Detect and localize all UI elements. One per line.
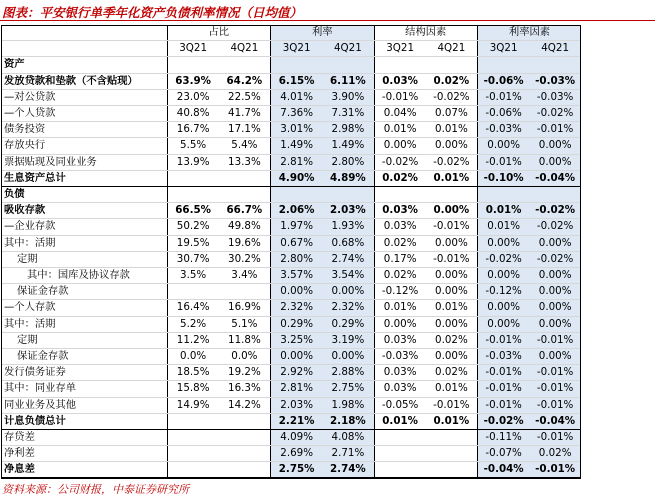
value-cell: 0.00% xyxy=(529,349,581,365)
value-cell: 2.32% xyxy=(322,300,374,316)
value-cell: -0.01% xyxy=(478,397,530,413)
value-cell: 0.00% xyxy=(478,316,530,332)
value-cell: -0.01% xyxy=(529,397,581,413)
value-cell: 0.00% xyxy=(478,138,530,154)
value-cell: 2.32% xyxy=(271,300,323,316)
value-cell: 16.9% xyxy=(219,300,271,316)
value-cell xyxy=(478,187,530,203)
value-cell: -0.03% xyxy=(374,349,426,365)
value-cell: 63.9% xyxy=(167,73,219,89)
value-cell: 0.0% xyxy=(167,349,219,365)
table-row xyxy=(1,300,581,316)
table-body xyxy=(1,57,581,478)
value-cell: 11.2% xyxy=(167,332,219,348)
table-row xyxy=(1,251,581,267)
value-cell: -0.01% xyxy=(426,251,478,267)
value-cell xyxy=(167,413,219,429)
value-cell: -0.01% xyxy=(426,397,478,413)
value-cell xyxy=(219,170,271,186)
value-cell: 0.02% xyxy=(426,365,478,381)
value-cell xyxy=(426,430,478,446)
value-cell: 66.7% xyxy=(219,203,271,219)
value-cell: 0.01% xyxy=(374,413,426,429)
table-row xyxy=(1,170,581,186)
value-cell: 3.4% xyxy=(219,268,271,284)
row-label: —个人存款 xyxy=(1,300,167,316)
value-cell xyxy=(322,187,374,203)
value-cell: 1.93% xyxy=(322,219,374,235)
quarter-header: 4Q21 xyxy=(322,41,374,57)
value-cell: 0.00% xyxy=(374,316,426,332)
value-cell: 0.02% xyxy=(374,170,426,186)
table-row xyxy=(1,57,581,73)
value-cell: -0.03% xyxy=(529,73,581,89)
table-row xyxy=(1,187,581,203)
table-row xyxy=(1,284,581,300)
value-cell: -0.01% xyxy=(529,430,581,446)
value-cell xyxy=(167,462,219,478)
value-cell: -0.03% xyxy=(478,122,530,138)
value-cell xyxy=(322,57,374,73)
value-cell: 7.31% xyxy=(322,106,374,122)
value-cell: 2.69% xyxy=(271,446,323,462)
value-cell: 2.03% xyxy=(322,203,374,219)
value-cell xyxy=(167,446,219,462)
value-cell xyxy=(167,187,219,203)
value-cell: 2.74% xyxy=(322,462,374,478)
table-row xyxy=(1,203,581,219)
quarter-header: 3Q21 xyxy=(374,41,426,57)
row-label: —企业存款 xyxy=(1,219,167,235)
table-row xyxy=(1,154,581,170)
quarter-header: 4Q21 xyxy=(219,41,271,57)
value-cell: 2.74% xyxy=(322,251,374,267)
value-cell: 0.01% xyxy=(374,300,426,316)
value-cell: -0.01% xyxy=(374,89,426,105)
value-cell: 11.8% xyxy=(219,332,271,348)
value-cell: -0.02% xyxy=(529,219,581,235)
value-cell: 0.00% xyxy=(529,284,581,300)
value-cell xyxy=(167,284,219,300)
value-cell: 2.71% xyxy=(322,446,374,462)
row-label: 计息负债总计 xyxy=(1,413,167,429)
table-row xyxy=(1,462,581,478)
group-header: 利率 xyxy=(271,25,375,41)
quarter-header: 3Q21 xyxy=(478,41,530,57)
group-header: 利率因素 xyxy=(478,25,582,41)
group-header: 结构因素 xyxy=(374,25,478,41)
value-cell: 3.54% xyxy=(322,268,374,284)
row-label: 其中：同业存单 xyxy=(1,381,167,397)
group-header-row xyxy=(1,25,581,41)
row-label: 其中：活期 xyxy=(1,235,167,251)
value-cell: 2.88% xyxy=(322,365,374,381)
row-label: 定期 xyxy=(1,251,167,267)
value-cell: 0.00% xyxy=(426,138,478,154)
value-cell: 13.9% xyxy=(167,154,219,170)
table-row xyxy=(1,106,581,122)
value-cell: 4.89% xyxy=(322,170,374,186)
value-cell: -0.01% xyxy=(478,89,530,105)
value-cell: -0.02% xyxy=(529,251,581,267)
value-cell: -0.07% xyxy=(478,446,530,462)
row-label: 吸收存款 xyxy=(1,203,167,219)
row-label: 保证金存款 xyxy=(1,284,167,300)
value-cell: 0.00% xyxy=(478,268,530,284)
value-cell: -0.04% xyxy=(529,170,581,186)
value-cell: 3.25% xyxy=(271,332,323,348)
value-cell: 5.5% xyxy=(167,138,219,154)
value-cell: 0.00% xyxy=(374,138,426,154)
table-row xyxy=(1,381,581,397)
value-cell: 64.2% xyxy=(219,73,271,89)
value-cell: 0.29% xyxy=(271,316,323,332)
value-cell: 3.57% xyxy=(271,268,323,284)
value-cell: 0.68% xyxy=(322,235,374,251)
value-cell: -0.05% xyxy=(374,397,426,413)
value-cell: -0.01% xyxy=(478,154,530,170)
value-cell: -0.02% xyxy=(478,413,530,429)
value-cell: 13.3% xyxy=(219,154,271,170)
value-cell: -0.02% xyxy=(529,106,581,122)
value-cell: 0.00% xyxy=(426,203,478,219)
figure-title: 图表：平安银行单季年化资产负债利率情况（日均值） xyxy=(2,5,303,20)
row-label: —对公贷款 xyxy=(1,89,167,105)
value-cell: 0.00% xyxy=(322,349,374,365)
value-cell: -0.06% xyxy=(478,106,530,122)
row-label: 定期 xyxy=(1,332,167,348)
table-row xyxy=(1,316,581,332)
value-cell: 4.08% xyxy=(322,430,374,446)
value-cell: 5.4% xyxy=(219,138,271,154)
value-cell: 0.01% xyxy=(426,413,478,429)
table-row xyxy=(1,430,581,446)
value-cell: -0.01% xyxy=(478,365,530,381)
row-label: 净息差 xyxy=(1,462,167,478)
quarter-header: 4Q21 xyxy=(426,41,478,57)
table-row xyxy=(1,446,581,462)
value-cell: 1.97% xyxy=(271,219,323,235)
value-cell: -0.04% xyxy=(478,462,530,478)
rate-table xyxy=(1,25,581,479)
value-cell: 2.80% xyxy=(271,251,323,267)
value-cell: -0.06% xyxy=(478,73,530,89)
value-cell: 2.03% xyxy=(271,397,323,413)
value-cell: -0.02% xyxy=(529,203,581,219)
value-cell: 0.03% xyxy=(374,381,426,397)
value-cell: 0.03% xyxy=(374,365,426,381)
value-cell: 3.90% xyxy=(322,89,374,105)
value-cell: 3.01% xyxy=(271,122,323,138)
value-cell: 49.8% xyxy=(219,219,271,235)
value-cell: 0.02% xyxy=(426,332,478,348)
quarter-header: 4Q21 xyxy=(529,41,581,57)
value-cell: -0.01% xyxy=(529,381,581,397)
value-cell: -0.12% xyxy=(374,284,426,300)
value-cell: 0.00% xyxy=(271,349,323,365)
quarter-header-row xyxy=(1,41,581,57)
value-cell: 2.18% xyxy=(322,413,374,429)
value-cell: 16.7% xyxy=(167,122,219,138)
value-cell: 0.00% xyxy=(529,268,581,284)
value-cell: 0.00% xyxy=(529,235,581,251)
value-cell: 50.2% xyxy=(167,219,219,235)
row-label: 发放贷款和垫款（不含贴现） xyxy=(1,73,167,89)
value-cell xyxy=(219,413,271,429)
value-cell xyxy=(374,430,426,446)
value-cell: 6.15% xyxy=(271,73,323,89)
row-label: 生息资产总计 xyxy=(1,170,167,186)
value-cell: -0.02% xyxy=(374,154,426,170)
value-cell: 16.3% xyxy=(219,381,271,397)
value-cell: 0.01% xyxy=(374,122,426,138)
value-cell: 16.4% xyxy=(167,300,219,316)
value-cell xyxy=(374,57,426,73)
value-cell xyxy=(167,170,219,186)
value-cell xyxy=(478,57,530,73)
value-cell: 5.1% xyxy=(219,316,271,332)
row-label: 发行债务证券 xyxy=(1,365,167,381)
value-cell xyxy=(426,446,478,462)
figure-title-bar xyxy=(0,0,655,22)
value-cell: 30.7% xyxy=(167,251,219,267)
value-cell: -0.11% xyxy=(478,430,530,446)
row-label: 其中：活期 xyxy=(1,316,167,332)
value-cell: 4.90% xyxy=(271,170,323,186)
value-cell xyxy=(219,57,271,73)
value-cell: 6.11% xyxy=(322,73,374,89)
value-cell: -0.01% xyxy=(478,332,530,348)
row-label: 存贷差 xyxy=(1,430,167,446)
value-cell: 66.5% xyxy=(167,203,219,219)
table-row xyxy=(1,397,581,413)
value-cell: -0.01% xyxy=(478,381,530,397)
value-cell: 3.19% xyxy=(322,332,374,348)
row-label: 净利差 xyxy=(1,446,167,462)
value-cell: 22.5% xyxy=(219,89,271,105)
value-cell xyxy=(374,462,426,478)
source-note: 资料来源：公司财报，中泰证券研究所 xyxy=(2,483,189,496)
quarter-header: 3Q21 xyxy=(167,41,219,57)
table-row xyxy=(1,219,581,235)
row-label: —个人贷款 xyxy=(1,106,167,122)
value-cell: 19.5% xyxy=(167,235,219,251)
value-cell: -0.03% xyxy=(529,89,581,105)
table-row xyxy=(1,235,581,251)
value-cell: 2.06% xyxy=(271,203,323,219)
value-cell: 0.02% xyxy=(426,73,478,89)
row-label: 其中：国库及协议存款 xyxy=(1,268,167,284)
value-cell: 0.01% xyxy=(426,300,478,316)
value-cell: 0.00% xyxy=(529,316,581,332)
value-cell: -0.12% xyxy=(478,284,530,300)
value-cell: 19.2% xyxy=(219,365,271,381)
value-cell: 0.01% xyxy=(478,219,530,235)
value-cell: 0.01% xyxy=(478,203,530,219)
value-cell: 0.0% xyxy=(219,349,271,365)
table-row xyxy=(1,73,581,89)
value-cell xyxy=(426,57,478,73)
value-cell: 0.03% xyxy=(374,203,426,219)
corner-cell xyxy=(1,41,167,57)
value-cell: 0.00% xyxy=(426,268,478,284)
value-cell: 4.09% xyxy=(271,430,323,446)
value-cell: 1.98% xyxy=(322,397,374,413)
value-cell xyxy=(374,446,426,462)
value-cell: 0.02% xyxy=(529,446,581,462)
value-cell: 30.2% xyxy=(219,251,271,267)
value-cell: 0.00% xyxy=(478,300,530,316)
value-cell: 0.01% xyxy=(426,381,478,397)
value-cell: 1.49% xyxy=(322,138,374,154)
value-cell: 2.81% xyxy=(271,381,323,397)
corner-cell xyxy=(1,25,167,41)
value-cell: -0.02% xyxy=(426,89,478,105)
value-cell: 0.02% xyxy=(374,235,426,251)
row-label: 债务投资 xyxy=(1,122,167,138)
value-cell: 14.9% xyxy=(167,397,219,413)
value-cell: 2.98% xyxy=(322,122,374,138)
row-label: 保证金存款 xyxy=(1,349,167,365)
value-cell: 0.07% xyxy=(426,106,478,122)
value-cell: 4.01% xyxy=(271,89,323,105)
value-cell xyxy=(219,187,271,203)
title-rule xyxy=(0,20,655,21)
value-cell: 2.75% xyxy=(322,381,374,397)
value-cell: 0.00% xyxy=(426,284,478,300)
value-cell: -0.01% xyxy=(529,365,581,381)
row-label: 存放央行 xyxy=(1,138,167,154)
value-cell: 2.75% xyxy=(271,462,323,478)
table-row xyxy=(1,89,581,105)
value-cell: -0.04% xyxy=(529,413,581,429)
value-cell: 0.04% xyxy=(374,106,426,122)
value-cell: 19.6% xyxy=(219,235,271,251)
row-label: 同业业务及其他 xyxy=(1,397,167,413)
value-cell: 40.8% xyxy=(167,106,219,122)
value-cell: 0.00% xyxy=(529,154,581,170)
value-cell: 0.00% xyxy=(426,235,478,251)
value-cell: 0.03% xyxy=(374,73,426,89)
value-cell: 17.1% xyxy=(219,122,271,138)
value-cell: 0.00% xyxy=(426,316,478,332)
row-label: 资产 xyxy=(1,57,167,73)
table-row xyxy=(1,332,581,348)
value-cell: 2.80% xyxy=(322,154,374,170)
value-cell: 0.03% xyxy=(374,219,426,235)
value-cell xyxy=(529,187,581,203)
value-cell: -0.01% xyxy=(426,219,478,235)
value-cell xyxy=(219,430,271,446)
value-cell: 0.00% xyxy=(426,349,478,365)
value-cell: 0.67% xyxy=(271,235,323,251)
table-row xyxy=(1,413,581,429)
value-cell: -0.01% xyxy=(529,462,581,478)
value-cell: 3.5% xyxy=(167,268,219,284)
value-cell xyxy=(374,187,426,203)
table-row xyxy=(1,349,581,365)
value-cell: 0.00% xyxy=(529,300,581,316)
value-cell: 7.36% xyxy=(271,106,323,122)
value-cell xyxy=(271,187,323,203)
value-cell: 2.92% xyxy=(271,365,323,381)
value-cell: 0.02% xyxy=(374,268,426,284)
value-cell xyxy=(529,57,581,73)
value-cell xyxy=(271,57,323,73)
value-cell: 0.01% xyxy=(426,170,478,186)
value-cell xyxy=(426,187,478,203)
value-cell: 2.21% xyxy=(271,413,323,429)
value-cell: -0.02% xyxy=(478,251,530,267)
value-cell: 0.29% xyxy=(322,316,374,332)
value-cell: 14.2% xyxy=(219,397,271,413)
value-cell: 0.01% xyxy=(426,122,478,138)
row-label: 负债 xyxy=(1,187,167,203)
value-cell: 41.7% xyxy=(219,106,271,122)
table-row xyxy=(1,122,581,138)
value-cell: -0.03% xyxy=(478,349,530,365)
value-cell: 1.49% xyxy=(271,138,323,154)
value-cell: 0.17% xyxy=(374,251,426,267)
value-cell: 0.00% xyxy=(478,235,530,251)
value-cell: 0.00% xyxy=(271,284,323,300)
quarter-header: 3Q21 xyxy=(271,41,323,57)
value-cell xyxy=(426,462,478,478)
value-cell: -0.01% xyxy=(529,332,581,348)
value-cell xyxy=(219,462,271,478)
group-header: 占比 xyxy=(167,25,271,41)
value-cell xyxy=(167,430,219,446)
value-cell xyxy=(167,57,219,73)
value-cell: -0.10% xyxy=(478,170,530,186)
value-cell: 0.00% xyxy=(529,138,581,154)
table-row xyxy=(1,268,581,284)
table-row xyxy=(1,138,581,154)
value-cell xyxy=(219,284,271,300)
value-cell: 2.81% xyxy=(271,154,323,170)
value-cell: 15.8% xyxy=(167,381,219,397)
value-cell: 0.00% xyxy=(322,284,374,300)
table-row xyxy=(1,365,581,381)
value-cell: 5.2% xyxy=(167,316,219,332)
row-label: 票据贴现及同业业务 xyxy=(1,154,167,170)
value-cell xyxy=(219,446,271,462)
value-cell: 23.0% xyxy=(167,89,219,105)
value-cell: 18.5% xyxy=(167,365,219,381)
value-cell: 0.03% xyxy=(374,332,426,348)
value-cell: -0.02% xyxy=(426,154,478,170)
value-cell: -0.01% xyxy=(529,122,581,138)
